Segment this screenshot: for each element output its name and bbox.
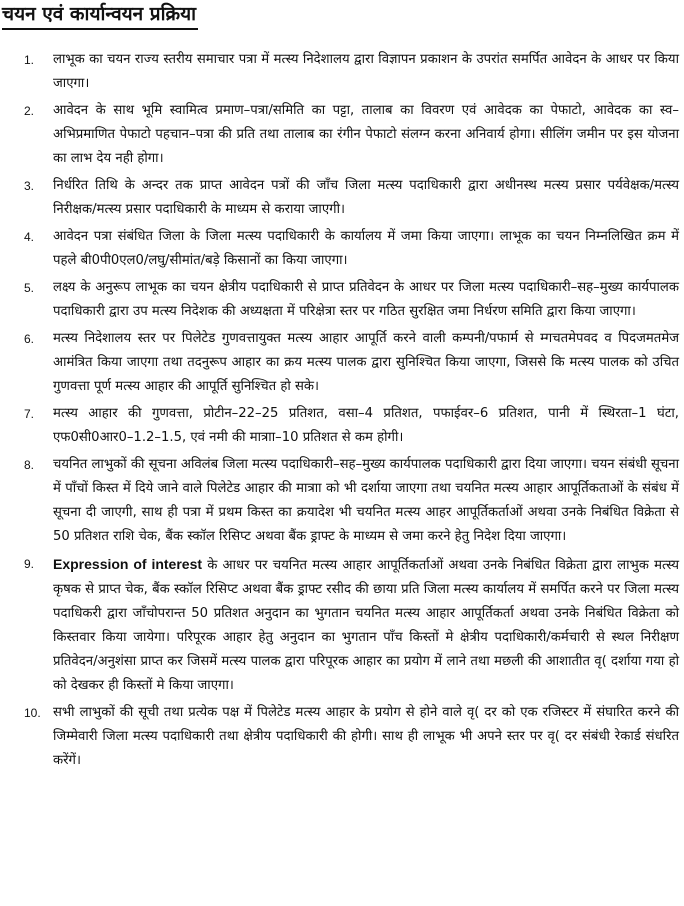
item-text: लाभूक का चयन राज्य स्तरीय समाचार पत्रा में मत्स्य निदेशालय द्वारा विज्ञापन प्रकाशन के उपरांत समर्पित आवेदन के आधर पर किया जाएगा। (53, 52, 679, 91)
list-item (0, 701, 684, 773)
item-text: मत्स्य निदेशालय स्तर पर पिलेटेड गुणवत्तायुक्त मत्स्य आहार आपूर्ति करने वाली कम्पनी/पफार्म से म्गचतमेपवद व पिदजमतमेज आमंत्रित किया जाएगा तथा तदनुरूप आहार का क्रय मत्स्य पालक द्वारा सुनिश्चित किया जाएगा, जिससे कि मत्स्य पालक को उचित गुणवत्ता पूर्ण मत्स्य आहार की आपूर्ति सुनिश्चित हो सके। (53, 331, 679, 394)
document-heading: चयन एवं कार्यान्वयन प्रक्रिया (2, 0, 198, 30)
procedure-list (0, 48, 684, 776)
expression-of-interest-term: Expression of interest (53, 556, 203, 572)
list-item (0, 174, 684, 222)
item-text: लक्ष्य के अनुरूप लाभूक का चयन क्षेत्रीय पदाधिकारी से प्राप्त प्रतिवेदन के आधर पर जिला मत्स्य पदाधिकारी–सह–मुख्य कार्यपालक पदाधिकारी द्वारा उप मत्स्य निदेशक की अध्यक्षता में परिक्षेत्रा स्तर पर गठित सुरक्षित जमा निर्धरण समिति द्वारा किया जाएगा। (53, 280, 679, 319)
item-text: चयनित लाभुकों की सूचना अविलंब जिला मत्स्य पदाधिकारी–सह–मुख्य कार्यपालक पदाधिकारी द्वारा दिया जाएगा। चयन संबंधी सूचना में पाँचों किस्त में दिये जाने वाले पिलेटेड आहार की मात्राा को भी दर्शाया जाएगा तथा चयनित मत्स्य आहार आपूर्तिकताओं के संबंध में सूचना दी जाएगी, साथ ही पत्रा में प्रथम किस्त का क्रयादेश भी चयनित मत्स्य आहर आपूर्तिकर्ताओं अथवा उनके निबंधित विक्रेता से 50 प्रतिशत राशि चेक, बैंक स्कॉल रिसिप्ट अथवा बैंक ड्राफ्ट के माध्यम से जमा करने हेतु निदेश दिया जाएगा। (53, 457, 679, 544)
item-number: 9. (24, 557, 35, 571)
list-item (0, 48, 684, 96)
item-number: 3. (24, 179, 35, 193)
item-number: 1. (24, 53, 35, 67)
list-item (0, 453, 684, 549)
item-number: 8. (24, 458, 35, 472)
list-item (0, 99, 684, 171)
item-number: 6. (24, 332, 35, 346)
list-item (0, 225, 684, 273)
item-text (53, 552, 679, 698)
item-text: मत्स्य आहार की गुणवत्ता, प्रोटीन–22–25 प्रतिशत, वसा–4 प्रतिशत, पफाईवर–6 प्रतिशत, पानी में स्थिरता–1 घंटा, एफ0सी0आर0–1.2–1.5, एवं नमी की मात्राा–10 प्रतिशत से कम होगी। (53, 406, 679, 445)
item-number: 10. (24, 706, 41, 720)
list-item (0, 276, 684, 324)
item-text: आवेदन पत्रा संबंधित जिला के जिला मत्स्य पदाधिकारी के कार्यालय में जमा किया जाएगा। लाभूक का चयन निम्नलिखित क्रम में पहले बी0पी0एल0/लघु/सीमांत/बड़े किसानों का किया जाएगा। (53, 229, 679, 268)
item-text: आवेदन के साथ भूमि स्वामित्व प्रमाण–पत्रा/समिति का पट्टा, तालाब का विवरण एवं आवेदक का पेफाटो, आवेदक का स्व–अभिप्रमाणित पेफाटो पहचान–पत्रा की प्रति तथा तालाब का रंगीन पेफाटो संलग्न करना अनिवार्य होगा। सीलिंग जमीन पर इस योजना का लाभ देय नही होगा। (53, 103, 679, 166)
item-number: 4. (24, 230, 35, 244)
item-text: सभी लाभुकों की सूची तथा प्रत्येक पक्ष में पिलेटेड मत्स्य आहार के प्रयोग से होने वाले वृ( दर को एक रजिस्टर में संघारित करने की जिम्मेवारी जिला मत्स्य पदाधिकारी तथा क्षेत्रीय पदाधिकारी की होगी। साथ ही लाभूक भी अपने स्तर पर वृ( दर संबंधी रेकार्ड संधरित करेंगें। (53, 705, 679, 768)
item-text: निर्धरित तिथि के अन्दर तक प्राप्त आवेदन पत्रों की जाँच जिला मत्स्य पदाधिकारी द्वारा अधीनस्थ मत्स्य प्रसार पर्यवेक्षक/मत्स्य निरीक्षक/मत्स्य प्रसार पदाधिकारी के माध्यम से कराया जाएगी। (53, 178, 679, 217)
item-number: 2. (24, 104, 35, 118)
list-item (0, 552, 684, 698)
list-item (0, 402, 684, 450)
item-text-rest: के आधर पर चयनित मत्स्य आहार आपूर्तिकर्ताओं अथवा उनके निबंधित विक्रेता द्वारा लाभुक मत्स्य कृषक से प्राप्त चेक, बैंक स्कॉल रिसिप्ट अथवा बैंक ड्राफ्ट रसीद की छाया प्रति जिला मत्स्य कार्यालय में समर्पित करने पर जिला मत्स्य पदाधिकरी द्वारा जाँचोपरान्त 50 प्रतिशत अनुदान का भुगतान चयनित मत्स्य आहार आपूर्तिकर्ता अथवा उनके निबंधित विक्रेता को किस्तवार किया जायेगा। परिपूरक आहार हेतु अनुदान का भुगतान पाँच किस्तों मे क्षेत्रीय पदाधिकारी/कर्मचारी से स्थल निरीक्षण प्रतिवेदन/अनुशंसा प्राप्त कर जिसमें मत्स्य पालक द्वारा परिपूरक आहार का प्रयोग में लाने तथा मछली की आशातीत वृ( दर्शाया गया हो को देखकर ही किस्तों मे किया जाएगा। (53, 558, 679, 693)
list-item (0, 327, 684, 399)
item-number: 5. (24, 281, 35, 295)
item-number: 7. (24, 407, 35, 421)
